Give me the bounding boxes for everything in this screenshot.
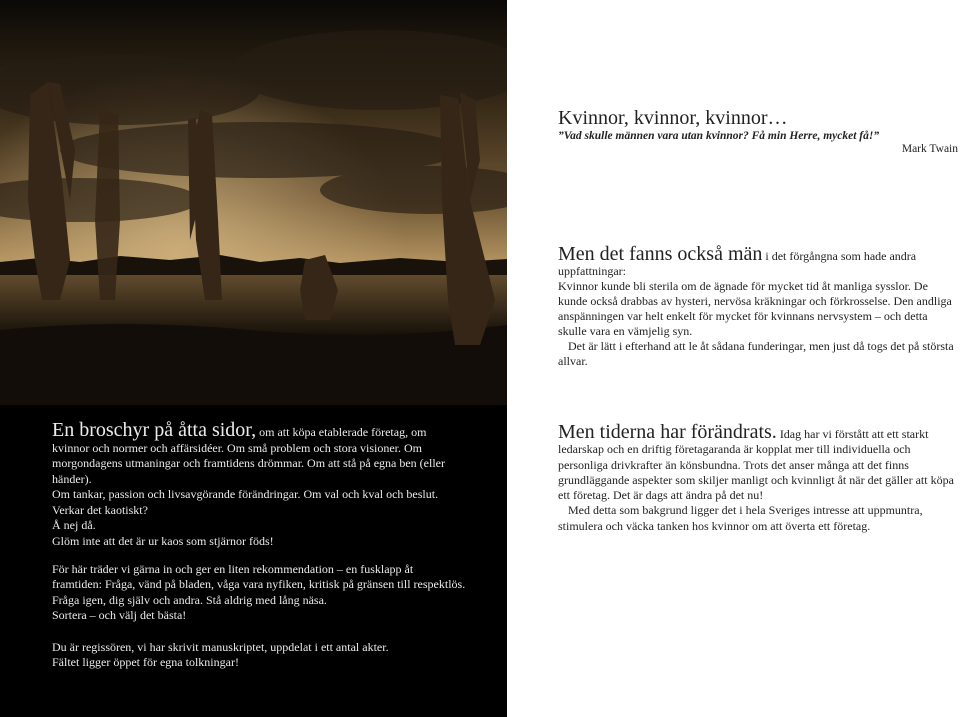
director-section bbox=[52, 562, 472, 670]
brochure-line: Verkar det kaotiskt? bbox=[52, 502, 148, 517]
men-section bbox=[558, 244, 958, 369]
men-body: Kvinnor kunde bli sterila om de ägnade för mycket tid åt manliga sysslor. De kunde också drabbas av hysteri, nervösa kräkningar och förkrosselse. Den andliga anspänningen var helt enkelt för mycket för kvinnans nervsystem – och detta skulle vara en vämjelig syn. bbox=[558, 279, 952, 338]
brochure-heading: En broschyr på åtta sidor, bbox=[52, 419, 257, 441]
brochure-section bbox=[52, 420, 462, 549]
brochure-line: Glöm inte att det är ur kaos som stjärnor föds! bbox=[52, 533, 274, 548]
brochure-line: Å nej då. bbox=[52, 518, 96, 532]
quote-block bbox=[558, 107, 958, 143]
times-section bbox=[558, 422, 958, 534]
times-lead: Idag har vi förstått att ett starkt ledarskap och en driftig företagaranda är kopplat mer till individuella och personliga drivkrafter än könsbundna. Trots det anser många att det finns grundläggande aspekter som skiljer manligt och kvinnligt åt när det gäller att köpa ett företag. Det är dags att ändra på det nu! bbox=[558, 427, 954, 503]
director-line: För här träder vi gärna in och ger en liten rekommendation – en fusklapp åt bbox=[52, 562, 414, 576]
times-body-2: Med detta som bakgrund ligger det i hela Sveriges intresse att uppmuntra, stimulera och väcka tanken hos kvinnor om att överta ett företag. bbox=[558, 503, 923, 533]
handstand-photo bbox=[0, 0, 507, 405]
director-line: Du är regissören, vi har skrivit manuskriptet, uppdelat i ett antal akter. bbox=[52, 639, 389, 654]
vignette bbox=[0, 0, 507, 405]
right-page bbox=[507, 0, 960, 717]
quote-text: ”Vad skulle männen vara utan kvinnor? Få min Herre, mycket få!” bbox=[558, 130, 880, 142]
brochure-lead: om att köpa etablerade företag, om kvinnor och normer och affärsidéer. Om små problem och stora visioner. Om morgondagens utmaningar och framtidens drömmar. Om att stå på egna ben (eller händer). bbox=[52, 425, 445, 486]
men-heading: Men det fanns också män bbox=[558, 243, 763, 265]
times-heading: Men tiderna har förändrats. bbox=[558, 421, 777, 443]
brochure-line: Om tankar, passion och livsavgörande förändringar. Om val och kval och beslut. bbox=[52, 487, 439, 501]
men-body-2: Det är lätt i efterhand att le åt sådana funderingar, men just då togs det på största allvar. bbox=[558, 339, 954, 368]
director-line: Fältet ligger öppet för egna tolkningar! bbox=[52, 655, 239, 670]
director-line: Sortera – och välj det bästa! bbox=[52, 608, 187, 623]
men-lead: i det förgångna som hade andra uppfattningar: bbox=[558, 249, 917, 278]
director-line: Fråga igen, dig själv och andra. Stå aldrig med lång näsa. bbox=[52, 592, 327, 607]
quote-author: Mark Twain bbox=[901, 143, 958, 155]
quote-title: Kvinnor, kvinnor, kvinnor… bbox=[558, 107, 788, 129]
director-line: framtiden: Fråga, vänd på bladen, våga vara nyfiken, kritisk på gränsen till respektlös. bbox=[52, 577, 466, 592]
